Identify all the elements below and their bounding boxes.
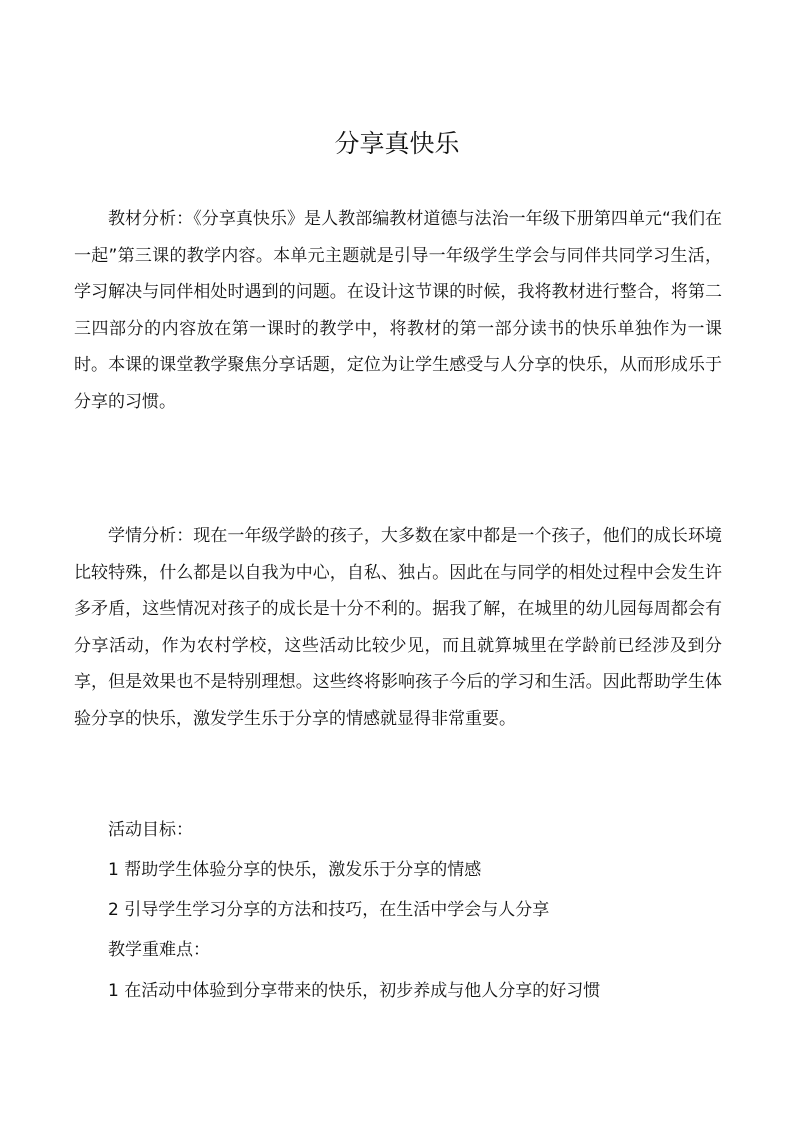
document-title: 分享真快乐 [334,129,460,158]
difficulty-item-1: 1 在活动中体验到分享带来的快乐，初步养成与他人分享的好习惯 [108,981,601,1001]
paragraph-textbook-analysis: 教材分析：《分享真快乐》是人教部编教材道德与法治一年级下册第四单元“我们在一起”第三课的教学内容。本单元主题就是引导一年级学生学会与同伴共同学习生活，学习解决与同伴相处时遇到的问题。在设计这节课的时候，我将教材进行整合，将第二三四部分的内容放在第一课时的教学中，将教材的第一部分读书的快乐单独作为一课时。本课的课堂教学聚焦分享话题，定位为让学生感受与人分享的快乐，从而形成乐于分享的习惯。 [74,209,722,412]
heading-activity-goals: 活动目标： [108,820,193,840]
goal-item-2: 2 引导学生学习分享的方法和技巧，在生活中学会与人分享 [108,900,550,920]
heading-key-difficulties: 教学重难点： [108,940,210,960]
goal-item-1: 1 帮助学生体验分享的快乐，激发乐于分享的情感 [108,860,482,880]
paragraph-student-analysis: 学情分析：现在一年级学龄的孩子，大多数在家中都是一个孩子，他们的成长环境比较特殊，什么都是以自我为中心，自私、独占。因此在与同学的相处过程中会发生许多矛盾，这些情况对孩子的成长是十分不利的。据我了解，在城里的幼儿园每周都会有分享活动，作为农村学校，这些活动比较少见，而且就算城里在学龄前已经涉及到分享，但是效果也不是特别理想。这些终将影响孩子今后的学习和生活。因此帮助学生体验分享的快乐，激发学生乐于分享的情感就显得非常重要。 [74,526,722,729]
